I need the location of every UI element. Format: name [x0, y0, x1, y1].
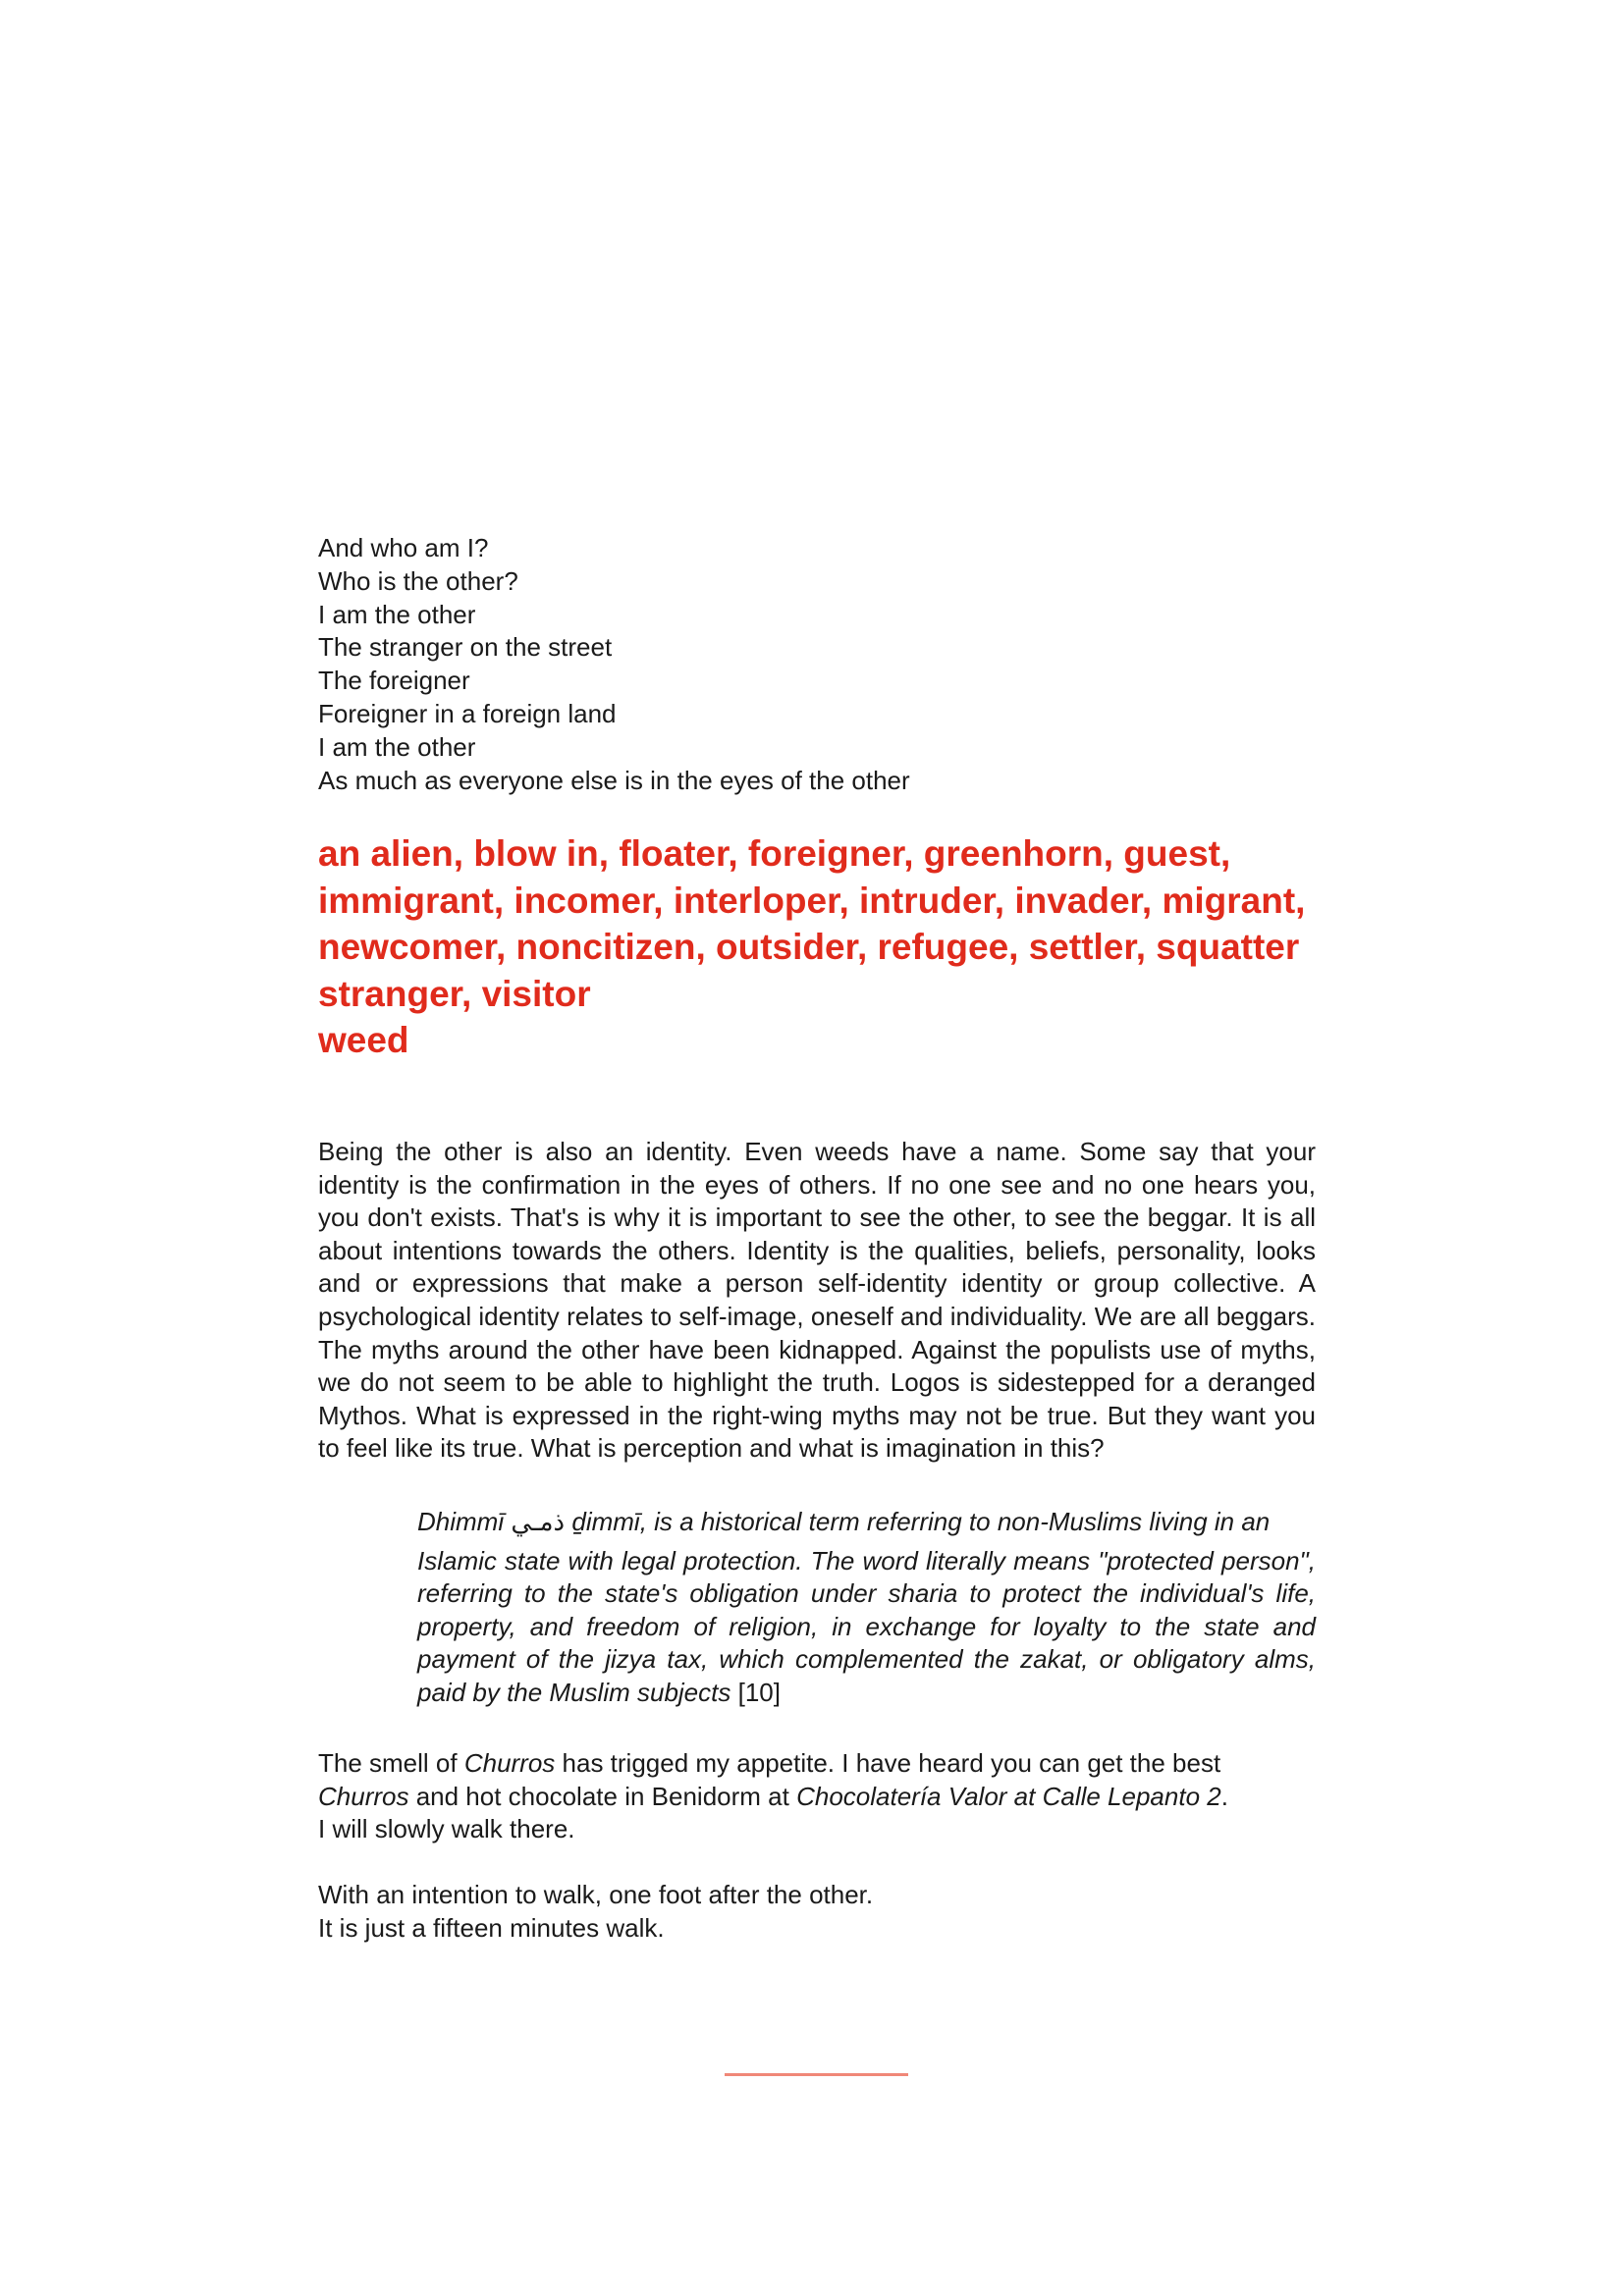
- synonym-line: immigrant, incomer, interloper, intruder, invader, migrant,: [318, 880, 1306, 921]
- churros-line-1: [318, 1747, 1316, 1781]
- walk-line: It is just a fifteen minutes walk.: [318, 1912, 665, 1943]
- poem-line: As much as everyone else is in the eyes of the other: [318, 765, 910, 795]
- synonym-line: an alien, blow in, floater, foreigner, greenhorn, guest,: [318, 833, 1231, 874]
- poem-line: I am the other: [318, 731, 476, 762]
- poem: [318, 532, 1320, 797]
- churros-term: Churros: [318, 1781, 409, 1811]
- quote-term: Dhimmī: [417, 1507, 505, 1536]
- text-span: and hot chocolate in Benidorm at: [408, 1781, 797, 1811]
- poem-line: I am the other: [318, 599, 476, 629]
- churros-line-2: [318, 1781, 1316, 1814]
- quote-arabic: ذمـي: [511, 1507, 566, 1536]
- text-span: The smell of: [318, 1748, 464, 1778]
- footer-rule: [725, 2073, 908, 2076]
- churros-term: Churros: [463, 1748, 556, 1778]
- quote-body: Islamic state with legal protection. The word literally means "protected person", referring to the state's obligation under sharia to protect the individual's life, property, and freedom of religion, in exchange for loyalty to the state and payment of the jizya tax, which complemented the zakat, or obligatory alms, paid by the Muslim subjects: [417, 1545, 1316, 1707]
- place-name: Chocolatería Valor at Calle Lepanto 2: [796, 1781, 1221, 1811]
- poem-line: The stranger on the street: [318, 632, 613, 663]
- poem-line: Who is the other?: [318, 565, 518, 596]
- synonym-line: weed: [318, 1020, 409, 1060]
- synonym-line: newcomer, noncitizen, outsider, refugee, settler, squatter: [318, 927, 1300, 967]
- poem-line: And who am I?: [318, 533, 489, 562]
- poem-line: The foreigner: [318, 666, 470, 696]
- text-span: .: [1220, 1781, 1228, 1811]
- quote-first-line: [417, 1506, 1316, 1539]
- synonym-line: stranger, visitor: [318, 973, 591, 1014]
- walk-line: With an intention to walk, one foot after the other.: [318, 1880, 874, 1909]
- churros-paragraph: [318, 1747, 1316, 1846]
- text-span: has trigged my appetite. I have heard you can get the best: [555, 1748, 1221, 1778]
- body-paragraph: Being the other is also an identity. Even weeds have a name. Some say that your identity is the confirmation in the eyes of others. If no one see and no one hears you, you don't exists. That's is why it is important to see the other, to see the beggar. It is all about intentions towards the others. Identity is the qualities, beliefs, personality, looks and or expressions that make a person self-identity identity or group collective. A psychological identity relates to self-image, oneself and individuality. We are all beggars. The myths around the other have been kidnapped. Against the populists use of myths, we do not seem to be able to highlight the truth. Logos is sidestepped for a deranged Mythos. What is expressed in the right-wing myths may not be true. But they want you to feel like its true. What is perception and what is imagination in this?: [318, 1137, 1316, 1464]
- synonym-list: [318, 830, 1329, 1064]
- quote-translit: ḏimmī, is a historical term referring to non-Muslims living in an: [571, 1507, 1271, 1536]
- poem-line: Foreigner in a foreign land: [318, 698, 617, 728]
- walk-paragraph: [318, 1879, 1316, 1945]
- churros-line-3: I will slowly walk there.: [318, 1814, 575, 1844]
- block-quote: [417, 1506, 1316, 1710]
- footnote-reference: [10]: [737, 1677, 781, 1707]
